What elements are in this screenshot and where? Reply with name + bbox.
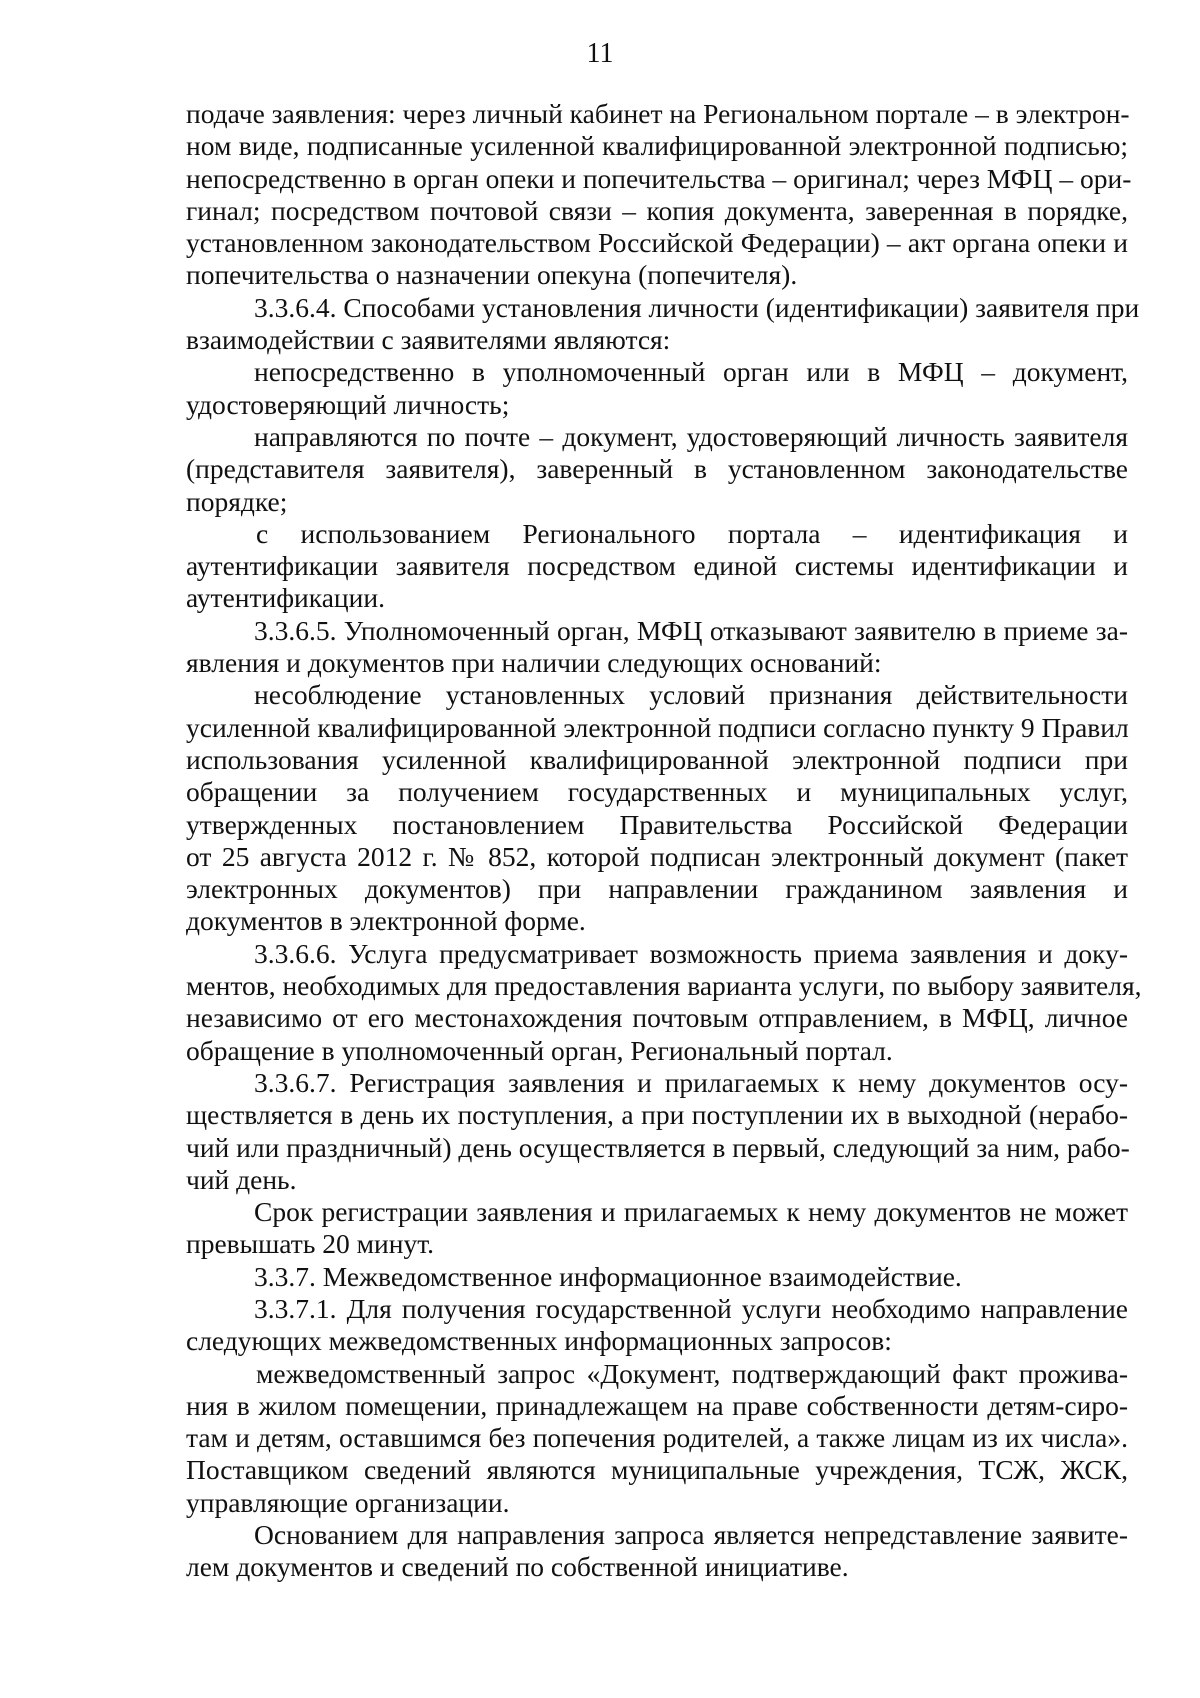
text-line: порядке; <box>186 485 288 517</box>
text-line: ном виде, подписанные усиленной квалифицированной электронной подписью; <box>186 130 1128 162</box>
text-line: Срок регистрации заявления и прилагаемых к нему документов не может <box>254 1196 1128 1228</box>
text-line: обращении за получением государственных и муниципальных услуг, <box>186 776 1128 808</box>
text-line: ществляется в день их поступления, а при поступлении их в выходной (нерабо- <box>186 1099 1128 1131</box>
text-line: межведомственный запрос «Документ, подтверждающий факт прожива- <box>256 1357 1128 1389</box>
text-line: явления и документов при наличии следующих оснований: <box>186 647 882 679</box>
document-body <box>186 98 1142 1584</box>
text-line: взаимодействии с заявителями являются: <box>186 324 671 356</box>
text-line: 3.3.6.7. Регистрация заявления и прилагаемых к нему документов осу- <box>254 1066 1128 1098</box>
text-line: ментов, необходимых для предоставления варианта услуги, по выбору заявителя, <box>186 970 1142 1002</box>
text-line: попечительства о назначении опекуна (попечителя). <box>186 259 798 291</box>
text-line: чий или праздничный) день осуществляется в первый, следующий за ним, рабо- <box>186 1131 1130 1163</box>
text-line: управляющие организации. <box>186 1486 510 1518</box>
text-line: лем документов и сведений по собственной инициативе. <box>186 1551 849 1583</box>
text-line: использования усиленной квалифицированной электронной подписи при <box>186 743 1128 775</box>
text-line: аутентификации. <box>186 582 385 614</box>
text-line: утвержденных постановлением Правительства Российской Федерации <box>186 808 1128 840</box>
text-line: 3.3.7.1. Для получения государственной услуги необходимо направление <box>254 1292 1128 1324</box>
text-line: усиленной квалифицированной электронной подписи согласно пункту 9 Правил <box>186 711 1129 743</box>
text-line: обращение в уполномоченный орган, Региональный портал. <box>186 1034 893 1066</box>
text-line: чий день. <box>186 1163 297 1195</box>
text-line: 3.3.7. Межведомственное информационное взаимодействие. <box>254 1260 962 1292</box>
text-line: аутентификации заявителя посредством единой системы идентификации и <box>186 550 1128 582</box>
text-line: независимо от его местонахождения почтовым отправлением, в МФЦ, личное <box>186 1002 1128 1034</box>
text-line: несоблюдение установленных условий признания действительности <box>254 679 1128 711</box>
text-line: (представителя заявителя), заверенный в установленном законодательстве <box>186 453 1128 485</box>
text-line: 3.3.6.6. Услуга предусматривает возможность приема заявления и доку- <box>254 937 1128 969</box>
text-line: подаче заявления: через личный кабинет на Региональном портале – в электрон- <box>186 98 1130 129</box>
text-line: с использованием Регионального портала – идентификация и <box>256 517 1128 549</box>
text-line: следующих межведомственных информационных запросов: <box>186 1325 892 1357</box>
text-line: 3.3.6.5. Уполномоченный орган, МФЦ отказывают заявителю в приеме за- <box>254 614 1128 646</box>
text-line: направляются по почте – документ, удостоверяющий личность заявителя <box>254 420 1128 452</box>
text-line: непосредственно в орган опеки и попечительства – оригинал; через МФЦ – ори- <box>186 162 1132 194</box>
text-line: гинал; посредством почтовой связи – копия документа, заверенная в порядке, <box>186 194 1128 226</box>
text-line: превышать 20 минут. <box>186 1228 435 1260</box>
text-line: электронных документов) при направлении гражданином заявления и <box>186 873 1128 905</box>
text-line: установленном законодательством Российской Федерации) – акт органа опеки и <box>186 227 1128 259</box>
text-line: Поставщиком сведений являются муниципальные учреждения, ТСЖ, ЖСК, <box>186 1454 1128 1486</box>
text-line: документов в электронной форме. <box>186 905 586 937</box>
text-line: Основанием для направления запроса является непредставление заявите- <box>254 1519 1128 1551</box>
text-line: ния в жилом помещении, принадлежащем на праве собственности детям-сиро- <box>186 1389 1128 1421</box>
text-line: там и детям, оставшимся без попечения родителей, а также лицам из их числа». <box>186 1422 1128 1454</box>
page-number: 11 <box>586 38 614 69</box>
text-line: непосредственно в уполномоченный орган или в МФЦ – документ, <box>254 356 1128 388</box>
text-line: от 25 августа 2012 г. № 852, которой подписан электронный документ (пакет <box>186 840 1128 872</box>
text-line: 3.3.6.4. Способами установления личности (идентификации) заявителя при <box>254 291 1140 323</box>
text-line: удостоверяющий личность; <box>186 388 510 420</box>
